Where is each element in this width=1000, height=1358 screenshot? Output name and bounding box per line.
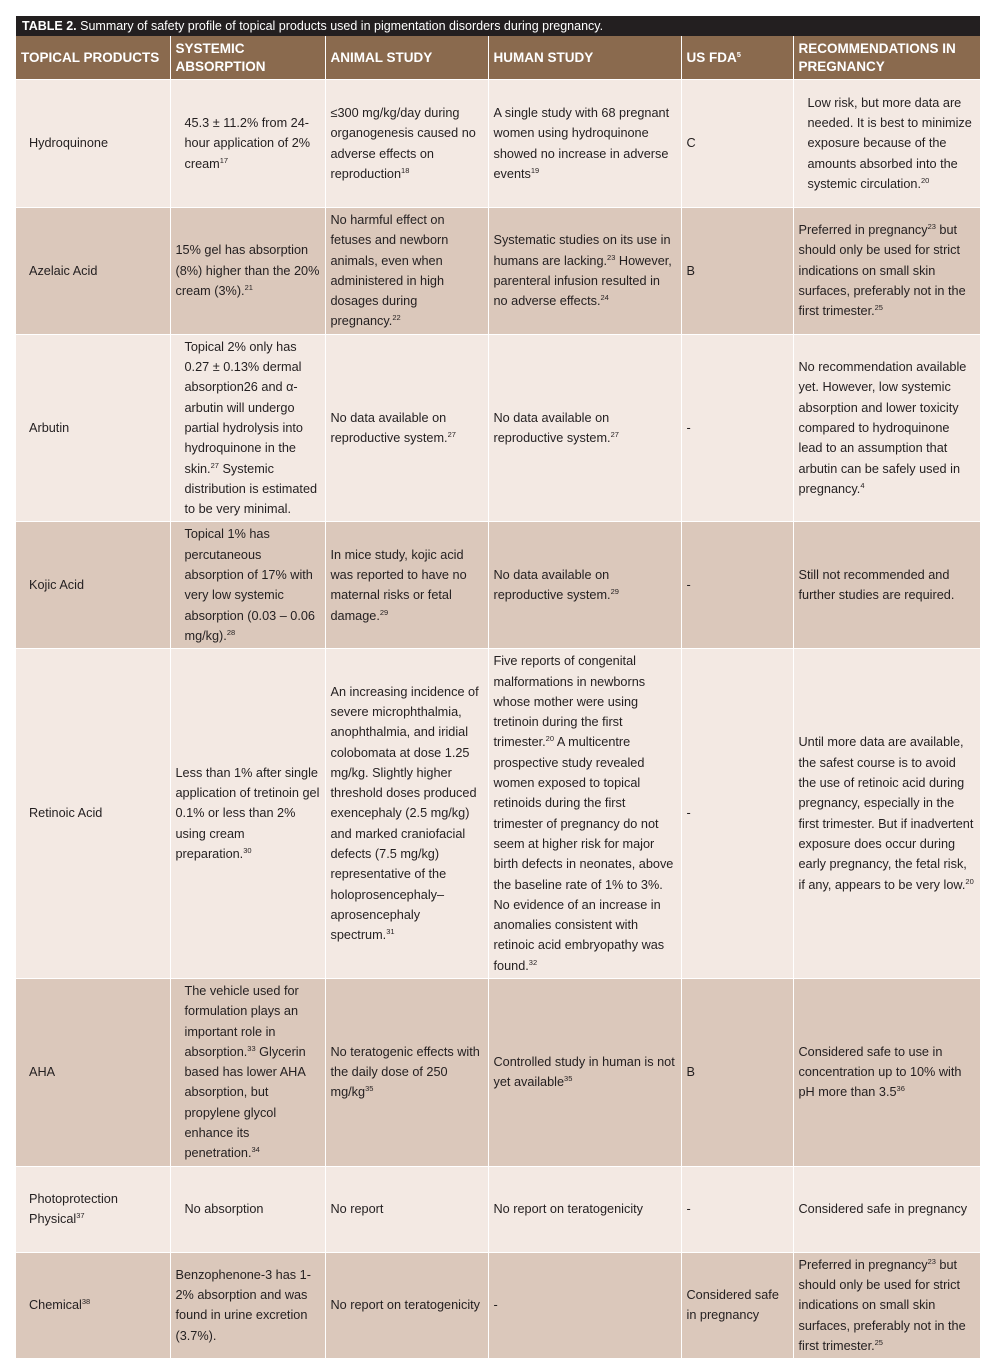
table-caption xyxy=(16,16,980,36)
ref: 28 xyxy=(226,627,236,637)
absorption-text: Topical 1% has percutaneous absorption of 17% with very low systemic absorption (0.03 – 0.06 mg/kg). xyxy=(184,527,315,643)
ref: 27 xyxy=(210,460,219,470)
absorption-text: 45.3 ± 11.2% from 24-hour application of 2% cream xyxy=(184,116,311,171)
product-name: Kojic Acid xyxy=(29,578,85,593)
cell-animal xyxy=(325,522,488,649)
cell-recommendation xyxy=(793,80,980,208)
recommendation-text: Preferred in pregnancy xyxy=(798,1257,928,1272)
cell-product xyxy=(16,1166,170,1252)
ref: 21 xyxy=(244,283,253,293)
header-us-fda xyxy=(681,36,793,80)
absorption-text-cont: Systemic distribution is estimated to be very minimal. xyxy=(184,461,318,517)
absorption-text-cont: Glycerin based has lower AHA absorption, but propylene glycol enhance its penetration. xyxy=(184,1044,306,1161)
human-text-cont: A multicentre prospective study revealed women exposed to topical retinoids during the first trimester of pregnancy do not seem at higher risk for major birth defects in neonates, above the baseline rate of 1% to 3%. No evidence of an increase in anomalies consistent with retinoic acid embryopathy was found. xyxy=(493,735,674,973)
cell-absorption xyxy=(170,522,325,649)
ref: 18 xyxy=(401,165,410,175)
cell-human xyxy=(488,334,681,522)
recommendation-text: Considered safe in pregnancy xyxy=(798,1202,968,1216)
recommendation-text: Considered safe to use in concentration up to 10% with pH more than 3.5 xyxy=(798,1044,962,1100)
human-text: No report on teratogenicity xyxy=(493,1202,644,1216)
human-text-cont: However, parenteral infusion resulted in no adverse effects. xyxy=(493,253,672,309)
header-systemic-absorption: SYSTEMIC ABSORPTION xyxy=(170,36,325,80)
cell-fda xyxy=(681,649,793,979)
safety-profile-table xyxy=(16,36,980,1358)
absorption-text: No absorption xyxy=(184,1202,264,1216)
ref: 35 xyxy=(564,1074,573,1084)
cell-animal xyxy=(325,208,488,335)
cell-fda xyxy=(681,208,793,335)
animal-text: No harmful effect on fetuses and newborn animals, even when administered in high dosages during pregnancy. xyxy=(330,213,449,329)
human-text: Controlled study in human is not yet available xyxy=(493,1055,675,1090)
cell-absorption xyxy=(170,334,325,522)
human-text: - xyxy=(493,1298,498,1313)
cell-product xyxy=(16,1252,170,1358)
table-row xyxy=(16,208,980,335)
ref: 35 xyxy=(365,1084,374,1094)
caption-text: Summary of safety profile of topical products used in pigmentation disorders during pregnancy. xyxy=(76,19,604,33)
recommendation-text-cont: but should only be used for strict indications on small skin surfaces, preferably not in the first trimester. xyxy=(798,1257,966,1353)
ref: 20 xyxy=(545,734,555,744)
fda-category: - xyxy=(686,578,691,593)
fda-category: - xyxy=(686,1202,691,1216)
cell-fda xyxy=(681,80,793,208)
cell-human xyxy=(488,80,681,208)
ref: 34 xyxy=(251,1145,260,1155)
ref: 36 xyxy=(896,1084,905,1094)
product-name: Hydroquinone xyxy=(29,136,108,151)
absorption-text: 15% gel has absorption (8%) higher than the 20% cream (3%). xyxy=(175,243,320,299)
cell-fda xyxy=(681,1166,793,1252)
ref: 17 xyxy=(219,155,229,165)
header-human-study: HUMAN STUDY xyxy=(488,36,681,80)
fda-category: Considered safe in pregnancy xyxy=(686,1288,779,1323)
human-text: No data available on reproductive system. xyxy=(493,568,611,603)
cell-product xyxy=(16,649,170,979)
animal-text: In mice study, kojic acid was reported to have no maternal risks or fetal damage. xyxy=(330,547,467,623)
cell-absorption xyxy=(170,649,325,979)
header-us-fda-ref: 5 xyxy=(736,50,741,59)
fda-category: - xyxy=(686,806,691,821)
animal-text: An increasing incidence of severe microphthalmia, anophthalmia, and iridial colobomata at dose 1.25 mg/kg. Slightly higher threshold doses produced exencephaly (2.5 mg/kg) and marked craniofacial defects (7.5 mg/kg) representative of the holoprosencephaly–aprosencephaly spectrum. xyxy=(330,684,479,943)
header-row xyxy=(16,36,980,80)
cell-human xyxy=(488,1166,681,1252)
ref: 29 xyxy=(379,607,389,617)
ref: 29 xyxy=(610,587,619,597)
cell-absorption xyxy=(170,978,325,1166)
table-container xyxy=(16,16,980,1358)
cell-human xyxy=(488,208,681,335)
absorption-text: Less than 1% after single application of tretinoin gel 0.1% or less than 2% using cream preparation. xyxy=(175,765,320,862)
absorption-text: Benzophenone-3 has 1-2% absorption and was found in urine excretion (3.7%). xyxy=(175,1267,311,1343)
ref: 19 xyxy=(530,165,540,175)
cell-product xyxy=(16,522,170,649)
ref: 4 xyxy=(860,480,865,490)
table-row xyxy=(16,978,980,1166)
fda-category: B xyxy=(686,1065,695,1080)
recommendation-text: Preferred in pregnancy xyxy=(798,223,928,238)
cell-fda xyxy=(681,978,793,1166)
human-text: No data available on reproductive system. xyxy=(493,410,611,446)
cell-absorption xyxy=(170,80,325,208)
cell-animal xyxy=(325,334,488,522)
cell-product xyxy=(16,208,170,335)
table-row xyxy=(16,1166,980,1252)
cell-animal xyxy=(325,978,488,1166)
ref: 23 xyxy=(927,222,936,232)
header-topical-products: TOPICAL PRODUCTS xyxy=(16,36,170,80)
cell-fda xyxy=(681,334,793,522)
cell-animal xyxy=(325,1166,488,1252)
cell-recommendation xyxy=(793,1166,980,1252)
ref: 27 xyxy=(447,430,456,440)
fda-category: - xyxy=(686,420,691,435)
table-row xyxy=(16,80,980,208)
cell-recommendation xyxy=(793,1252,980,1358)
header-recommendations: RECOMMENDATIONS IN PREGNANCY xyxy=(793,36,980,80)
ref: 27 xyxy=(610,430,619,440)
absorption-text: The vehicle used for formulation plays an important role in absorption. xyxy=(184,983,299,1059)
ref: 23 xyxy=(927,1256,936,1266)
cell-absorption xyxy=(170,208,325,335)
cell-absorption xyxy=(170,1252,325,1358)
human-text: A single study with 68 pregnant women using hydroquinone showed no increase in adverse events xyxy=(493,105,670,181)
cell-product xyxy=(16,334,170,522)
header-animal-study: ANIMAL STUDY xyxy=(325,36,488,80)
ref: 24 xyxy=(600,293,609,303)
absorption-text: Topical 2% only has 0.27 ± 0.13% dermal absorption26 and α-arbutin will undergo partial hydrolysis into hydroquinone in the skin. xyxy=(184,339,303,476)
fda-category: B xyxy=(686,263,695,278)
cell-recommendation xyxy=(793,334,980,522)
human-text: Five reports of congenital malformations in newborns whose mother were using tretinoin during the first trimester. xyxy=(493,654,646,750)
ref: 33 xyxy=(247,1043,256,1053)
cell-recommendation xyxy=(793,978,980,1166)
ref: 31 xyxy=(386,927,395,937)
recommendation-text: No recommendation available yet. However, low systemic absorption and lower toxicity compared to hydroquinone lead to an assumption that arbutin can be safely used in pregnancy. xyxy=(798,360,967,496)
product-name: Azelaic Acid xyxy=(29,263,98,278)
ref: 22 xyxy=(392,313,401,323)
animal-text: ≤300 mg/kg/day during organogenesis caused no adverse effects on reproduction xyxy=(330,105,476,181)
recommendation-text: Until more data are available, the safest course is to avoid the use of retinoic acid during pregnancy, especially in the first trimester. But if inadvertent exposure does occur during early pregnancy, the fetal risk, if any, appears to be very low. xyxy=(798,735,974,892)
cell-human xyxy=(488,522,681,649)
ref: 37 xyxy=(76,1211,85,1221)
ref: 25 xyxy=(874,303,883,313)
ref: 23 xyxy=(607,252,616,262)
cell-animal xyxy=(325,649,488,979)
table-row xyxy=(16,522,980,649)
cell-animal xyxy=(325,80,488,208)
recommendation-text: Low risk, but more data are needed. It is best to minimize exposure because of the amounts absorbed into the systemic circulation. xyxy=(807,95,972,191)
product-name: Chemical xyxy=(29,1298,82,1313)
product-name: Arbutin xyxy=(29,420,70,435)
table-row xyxy=(16,649,980,979)
cell-human xyxy=(488,649,681,979)
product-name: AHA xyxy=(29,1065,56,1080)
table-row xyxy=(16,334,980,522)
cell-recommendation xyxy=(793,522,980,649)
cell-absorption xyxy=(170,1166,325,1252)
cell-human xyxy=(488,978,681,1166)
animal-text: No teratogenic effects with the daily dose of 250 mg/kg xyxy=(330,1044,480,1100)
header-us-fda-label: US FDA xyxy=(686,50,737,65)
cell-human xyxy=(488,1252,681,1358)
recommendation-text-cont: but should only be used for strict indications on small skin surfaces, preferably not in the first trimester. xyxy=(798,223,966,319)
cell-product xyxy=(16,80,170,208)
fda-category: C xyxy=(686,136,696,151)
ref: 20 xyxy=(965,876,974,886)
cell-fda xyxy=(681,1252,793,1358)
caption-label: TABLE 2. xyxy=(22,19,77,33)
ref: 20 xyxy=(921,175,930,185)
human-text: Systematic studies on its use in humans are lacking. xyxy=(493,233,671,268)
ref: 32 xyxy=(528,957,538,967)
ref: 30 xyxy=(243,846,252,856)
recommendation-text: Still not recommended and further studies are required. xyxy=(798,568,955,603)
ref: 38 xyxy=(81,1297,91,1307)
cell-animal xyxy=(325,1252,488,1358)
cell-recommendation xyxy=(793,208,980,335)
product-name: Photoprotection Physical xyxy=(29,1191,118,1227)
product-name: Retinoic Acid xyxy=(29,806,103,821)
cell-product xyxy=(16,978,170,1166)
cell-fda xyxy=(681,522,793,649)
animal-text: No data available on reproductive system. xyxy=(330,410,448,446)
animal-text: No report xyxy=(330,1202,384,1216)
animal-text: No report on teratogenicity xyxy=(330,1298,481,1313)
table-row xyxy=(16,1252,980,1358)
cell-recommendation xyxy=(793,649,980,979)
ref: 25 xyxy=(874,1337,883,1347)
